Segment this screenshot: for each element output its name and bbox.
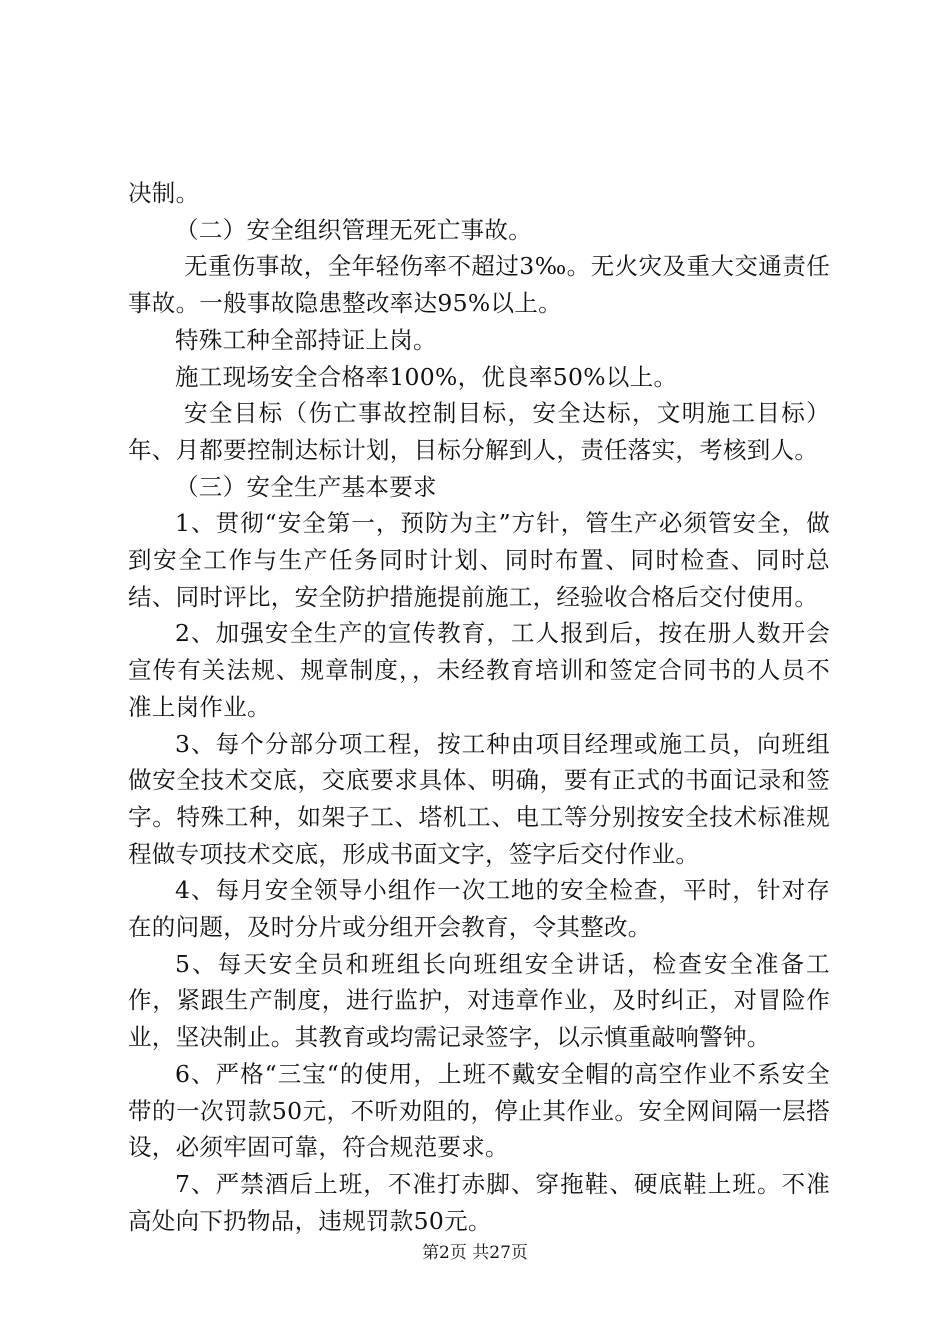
paragraph-site-pass-rate: 施工现场安全合格率100%，优良率50%以上。 (175, 362, 678, 391)
list-item-2: 2、加强安全生产的宣传教育，工人报到后，按在册人数开会宣传有关法规、规章制度，，未经教育培训和签定合同书的人员不准上岗作业。 (128, 619, 830, 721)
list-item-3: 3、每个分部分项工程，按工种由项目经理或施工员，向班组做安全技术交底，交底要求具体、明确，要有正式的书面记录和签字。特殊工种，如架子工、塔机工、电工等分别按安全技术标准规程做专项技术交底，形成书面文字，签字后交付作业。 (128, 729, 830, 868)
list-item-6: 6、严格“三宝“的使用，上班不戴安全帽的高空作业不系安全带的一次罚款50元，不听劝阻的，停止其作业。安全网间隔一层搭设，必须牢固可靠，符合规范要求。 (128, 1059, 830, 1162)
paragraph-injury-target: 无重伤事故，全年轻伤率不超过3‰。无火灾及重大交通责任事故。一般事故隐患整改率达95%以上。 (128, 252, 830, 318)
document-body (128, 175, 830, 1239)
paragraph-continuation: 决制。 (128, 179, 200, 207)
page-number: 第2页 共27页 (422, 1243, 528, 1263)
list-item-4: 4、每月安全领导小组作一次工地的安全检查，平时，针对存在的问题，及时分片或分组开会教育，令其整改。 (128, 876, 830, 942)
list-item-5: 5、每天安全员和班组长向班组安全讲话，检查安全准备工作，紧跟生产制度，进行监护，对违章作业，及时纠正，对冒险作业，坚决制止。其教育或均需记录签字，以示慎重敲响警钟。 (128, 949, 830, 1052)
list-item-7: 7、严禁酒后上班，不准打赤脚、穿拖鞋、硬底鞋上班。不准高处向下扔物品，违规罚款50元。 (128, 1169, 830, 1235)
paragraph-safety-goal: 安全目标（伤亡事故控制目标，安全达标，文明施工目标）年、月都要控制达标计划，目标分解到人，责任落实，考核到人。 (128, 399, 830, 464)
page-footer (0, 1243, 950, 1263)
section-heading-2: （二）安全组织管理无死亡事故。 (175, 215, 532, 244)
paragraph-certification: 特殊工种全部持证上岗。 (175, 325, 437, 354)
section-heading-3: （三）安全生产基本要求 (175, 472, 437, 501)
list-item-1: 1、贯彻“安全第一，预防为主”方针，管生产必须管安全，做到安全工作与生产任务同时计划、同时布置、同时检查、同时总结、同时评比，安全防护措施提前施工，经验收合格后交付使用。 (128, 509, 830, 611)
